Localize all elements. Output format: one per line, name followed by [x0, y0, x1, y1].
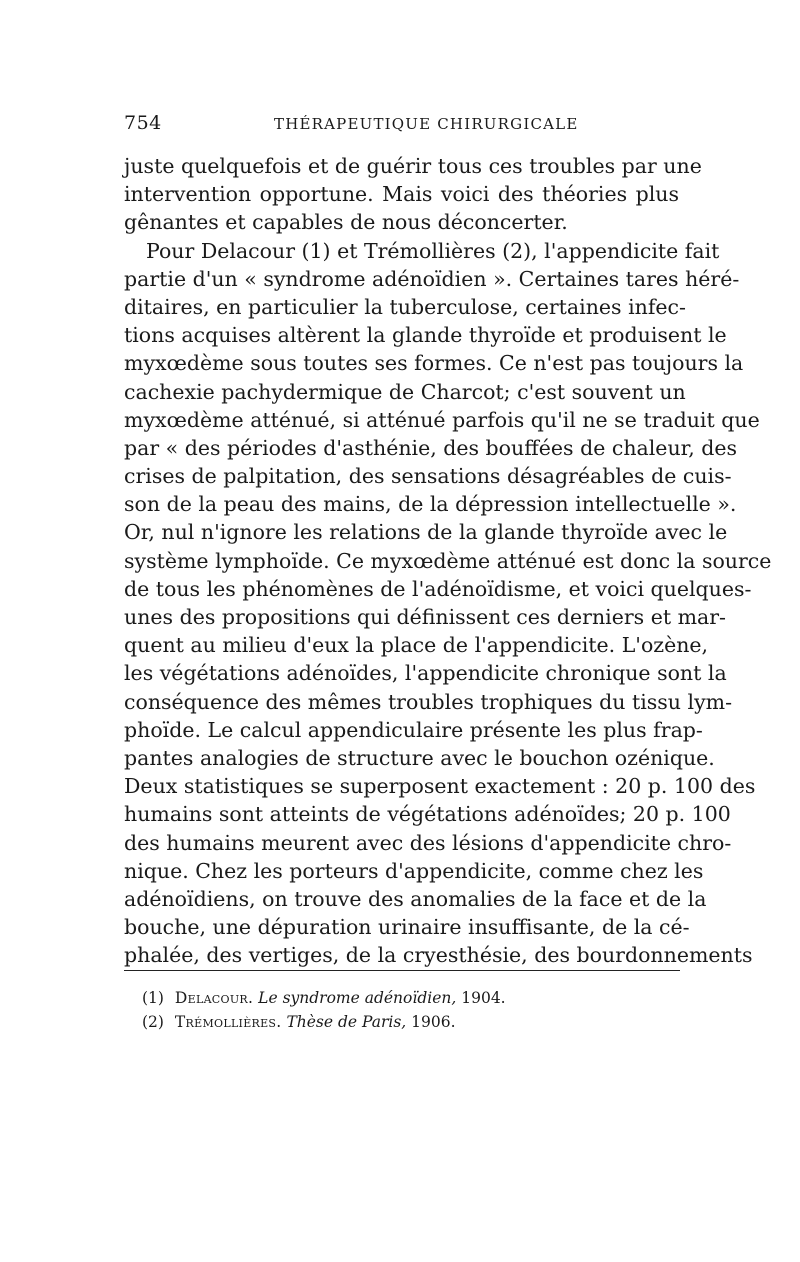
- text-line: cachexie pachydermique de Charcot; c'est souvent un: [124, 379, 686, 404]
- text-line: Deux statistiques se superposent exactement : 20 p. 100 des: [124, 774, 756, 799]
- text-line: phalée, des vertiges, de la cryesthésie, des bourdonnements: [124, 943, 753, 968]
- footnote-work: Thèse de Paris,: [286, 1013, 407, 1031]
- text-line: les végétations adénoïdes, l'appendicite chronique sont la: [124, 661, 727, 686]
- running-title: THÉRAPEUTIQUE CHIRURGICALE: [274, 115, 579, 133]
- text-line: son de la peau des mains, de la dépression intellectuelle ».: [124, 492, 737, 517]
- text-line: des humains meurent avec des lésions d'appendicite chro-: [124, 830, 732, 855]
- text-line: quent au milieu d'eux la place de l'appendicite. L'ozène,: [124, 633, 709, 658]
- text-line: partie d'un « syndrome adénoïdien ». Certaines tares héré-: [124, 266, 740, 291]
- text-line: système lymphoïde. Ce myxœdème atténué est donc la source: [124, 548, 772, 573]
- text-line: ditaires, en particulier la tuberculose, certaines infec-: [124, 294, 686, 319]
- text-line: humains sont atteints de végétations adénoïdes; 20 p. 100: [124, 802, 731, 827]
- text-line: tions acquises altèrent la glande thyroïde et produisent le: [124, 323, 727, 348]
- footnote-author: Delacour.: [174, 989, 254, 1007]
- text-line: de tous les phénomènes de l'adénoïdisme, et voici quelques-: [124, 576, 752, 601]
- text-line: conséquence des mêmes troubles trophiques du tissu lym-: [124, 689, 733, 714]
- footnote-year: 1904.: [461, 989, 506, 1007]
- text-line: gênantes et capables de nous déconcerter.: [124, 210, 568, 235]
- text-line: nique. Chez les porteurs d'appendicite, comme chez les: [124, 858, 704, 883]
- text-line: adénoïdiens, on trouve des anomalies de la face et de la: [124, 886, 707, 911]
- text-line: myxœdème sous toutes ses formes. Ce n'est pas toujours la: [124, 351, 744, 376]
- text-line: Pour Delacour (1) et Trémollières (2), l'appendicite fait: [146, 238, 720, 263]
- footnote-year: 1906.: [411, 1013, 456, 1031]
- text-line: phoïde. Le calcul appendiculaire présente les plus frap-: [124, 717, 703, 742]
- text-line: juste quelquefois et de guérir tous ces troubles par une: [124, 154, 702, 178]
- text-line: unes des propositions qui définissent ces derniers et mar-: [124, 605, 726, 629]
- footnote-1: [142, 986, 662, 1010]
- footnote-number: (1): [142, 989, 164, 1007]
- text-line: par « des périodes d'asthénie, des bouffées de chaleur, des: [124, 435, 737, 460]
- footnote-work: Le syndrome adénoïdien,: [258, 989, 457, 1007]
- body-text: [124, 152, 772, 969]
- text-line: pantes analogies de structure avec le bouchon ozénique.: [124, 745, 715, 770]
- footnote-divider: [124, 970, 680, 971]
- text-line: intervention opportune. Mais voici des théories plus: [124, 182, 679, 207]
- text-line: myxœdème atténué, si atténué parfois qu'il ne se traduit que: [124, 407, 760, 432]
- text-line: Or, nul n'ignore les relations de la glande thyroïde avec le: [124, 520, 728, 545]
- footnote-author: Trémollières.: [174, 1013, 282, 1031]
- text-line: crises de palpitation, des sensations désagréables de cuis-: [124, 464, 732, 489]
- footnote-number: (2): [142, 1013, 164, 1031]
- page-number: 754: [124, 112, 162, 134]
- running-head: [124, 112, 679, 142]
- text-line: bouche, une dépuration urinaire insuffisante, de la cé-: [124, 915, 690, 940]
- footnotes: [142, 986, 662, 1034]
- footnote-2: [142, 1010, 662, 1034]
